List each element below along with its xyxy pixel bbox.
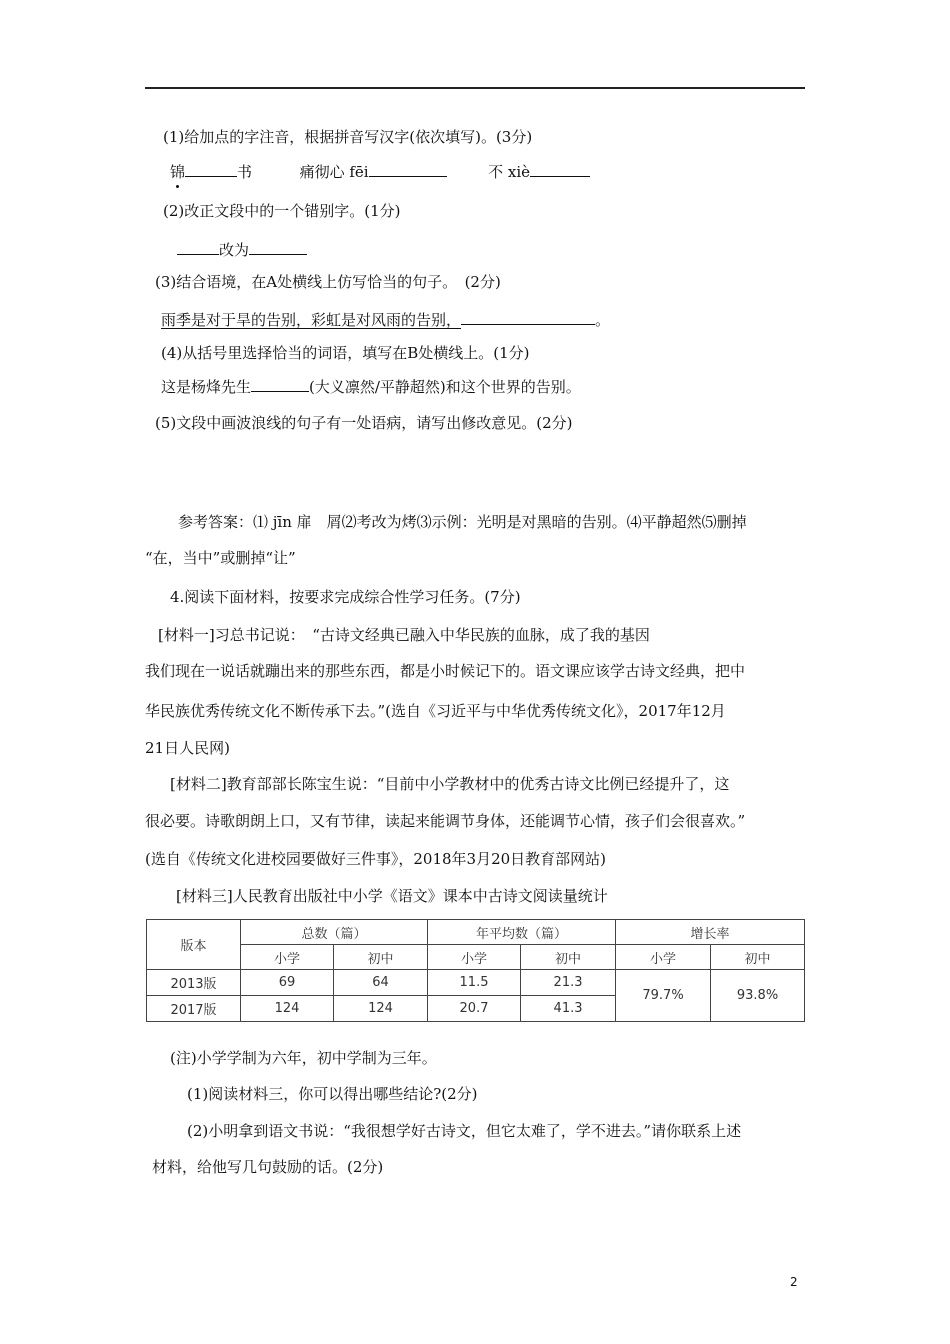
cell-total-primary: 124 (241, 996, 334, 1022)
reading-stats-table (146, 919, 805, 1022)
q1-prompt: (1)给加点的字注音，根据拼音写汉字(依次填写)。(3分) (163, 128, 533, 146)
answer-blank[interactable] (461, 310, 595, 325)
cell-total-middle: 64 (334, 970, 428, 996)
sub-question-1: (1)阅读材料三，你可以得出哪些结论?(2分) (187, 1085, 478, 1103)
q3-end: 。 (595, 311, 611, 329)
answer-blank[interactable] (251, 377, 309, 392)
q3-sentence: 雨季是对于旱的告别，彩虹是对风雨的告别， (161, 311, 462, 329)
material2-line3: (选自《传统文化进校园要做好三件事》，2018年3月20日教育部网站) (145, 850, 607, 868)
q2-mid: 改为 (219, 241, 250, 259)
q3-line (161, 310, 610, 330)
answer-blank[interactable] (249, 240, 307, 255)
task-title: 4.阅读下面材料，按要求完成综合性学习任务。(7分) (170, 588, 521, 606)
cell-version: 2013版 (147, 970, 241, 996)
header-growth: 增长率 (616, 920, 805, 945)
answer-blank[interactable] (369, 162, 447, 177)
note: (注)小学学制为六年，初中学制为三年。 (170, 1049, 437, 1067)
q2-prompt: (2)改正文段中的一个错别字。(1分) (163, 202, 401, 220)
material1-line3: 华民族优秀传统文化不断传承下去。”(选自《习近平与中华优秀传统文化》，2017年12月 (145, 702, 726, 720)
sub-header-middle: 初中 (521, 945, 616, 970)
material3-title: [材料三]人民教育出版社中小学《语文》课本中古诗文阅读量统计 (176, 887, 608, 905)
cell-avg-primary: 11.5 (428, 970, 521, 996)
q1-item1-tail: 书 (237, 163, 253, 181)
q1-items (170, 162, 590, 182)
sub-header-primary: 小学 (241, 945, 334, 970)
cell-avg-middle: 41.3 (521, 996, 616, 1022)
q1-item2: 痛彻心 fēi (299, 163, 369, 181)
material2-line1: [材料二]教育部部长陈宝生说：“目前中小学教材中的优秀古诗文比例已经提升了，这 (170, 775, 730, 793)
cell-total-middle: 124 (334, 996, 428, 1022)
sub-header-primary: 小学 (428, 945, 521, 970)
sub-question-2-line1: (2)小明拿到语文书说：“我很想学好古诗文，但它太难了，学不进去。”请你联系上述 (187, 1122, 742, 1140)
material2-line2: 很必要。诗歌朗朗上口，又有节律，读起来能调节身体，还能调节心情，孩子们会很喜欢。” (145, 812, 746, 830)
q3-prompt: (3)结合语境，在A处横线上仿写恰当的句子。 (2分) (155, 273, 501, 291)
answer-blank[interactable] (177, 240, 219, 255)
answer-line1: 参考答案：⑴ jīn 扉 屑⑵考改为烤⑶示例：光明是对黑暗的告别。⑷平静超然⑸删掉 (178, 513, 747, 531)
q1-item3: 不 xiè (488, 163, 531, 181)
answer-blank[interactable] (185, 162, 237, 177)
page-number: 2 (790, 1275, 798, 1289)
material1-line1: [材料一]习总书记说： “古诗文经典已融入中华民族的血脉，成了我的基因 (158, 626, 650, 644)
table-row (147, 970, 805, 996)
sub-header-middle: 初中 (334, 945, 428, 970)
q5-prompt: (5)文段中画波浪线的句子有一处语病，请写出修改意见。(2分) (155, 414, 573, 432)
cell-growth-middle: 93.8% (711, 970, 805, 1022)
sub-header-primary: 小学 (616, 945, 711, 970)
sub-header-middle: 初中 (711, 945, 805, 970)
material1-line4: 21日人民网) (145, 739, 230, 757)
material1-line2: 我们现在一说话就蹦出来的那些东西，都是小时候记下的。语文课应该学古诗文经典，把中 (145, 662, 746, 680)
q2-line (177, 240, 307, 260)
q4-pre: 这是杨烽先生 (161, 378, 252, 396)
q4-prompt: (4)从括号里选择恰当的词语，填写在B处横线上。(1分) (161, 344, 530, 362)
cell-growth-primary: 79.7% (616, 970, 711, 1022)
q4-line (161, 377, 581, 397)
cell-avg-middle: 21.3 (521, 970, 616, 996)
cell-avg-primary: 20.7 (428, 996, 521, 1022)
cell-total-primary: 69 (241, 970, 334, 996)
answer-line2: “在，当中”或删掉“让” (145, 549, 296, 567)
dotted-char: 锦 (170, 163, 186, 181)
sub-question-2-line2: 材料，给他写几句鼓励的话。(2分) (152, 1158, 384, 1176)
header-avg: 年平均数（篇） (428, 920, 616, 945)
header-version: 版本 (147, 920, 241, 970)
answer-blank[interactable] (530, 162, 590, 177)
header-total: 总数（篇） (241, 920, 428, 945)
cell-version: 2017版 (147, 996, 241, 1022)
q4-post: (大义凛然/平静超然)和这个世界的告别。 (309, 378, 581, 396)
header-rule (145, 87, 805, 89)
